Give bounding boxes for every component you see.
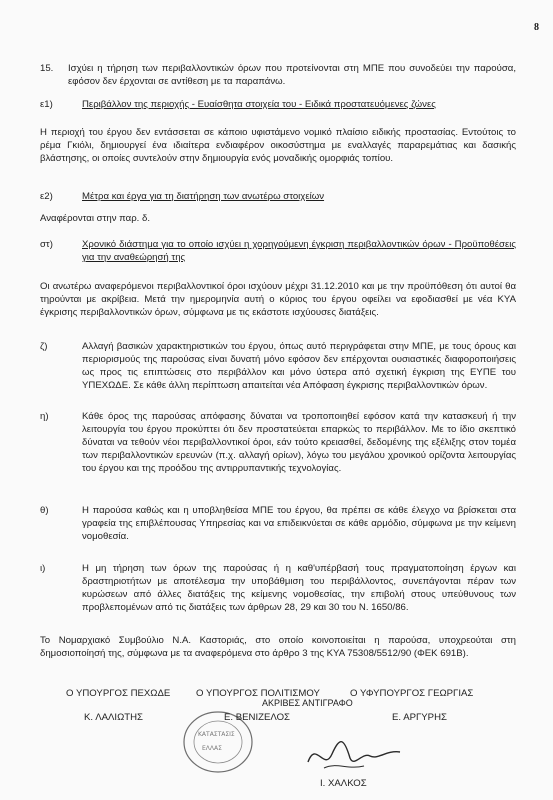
section-z-label: ζ) xyxy=(40,341,48,352)
closing-paragraph: Το Νομαρχιακό Συμβούλιο Ν.Α. Καστοριάς, στο οποίο κοινοποιείται η παρούσα, υποχρεούται στη δημοσιοποίησή της, σύμφωνα με τα αναφερόμενα στο άρθρο 3 της ΚΥΑ 75308/5512/90 (ΦΕΚ 691Β). xyxy=(40,635,516,659)
section-e2-title: Μέτρα και έργα για τη διατήρηση των ανωτέρω στοιχείων xyxy=(82,191,325,202)
section-e2-label: ε2) xyxy=(40,191,53,202)
section-e2-heading xyxy=(40,190,516,203)
signature-role-2: Ο ΥΠΟΥΡΓΟΣ ΠΟΛΙΤΙΣΜΟΥ xyxy=(196,688,320,699)
svg-text:ΚΑΤΑΣΤΑΣΙΣ: ΚΑΤΑΣΤΑΣΙΣ xyxy=(198,731,235,738)
item-15-label: 15. xyxy=(40,63,54,74)
section-z-text: Αλλαγή βασικών χαρακτηριστικών του έργου, όπως αυτό περιγράφεται στην ΜΠΕ, με τους όρους και περιορισμούς της παρούσας είναι δυνατή μόνο εφόσον δεν επέρχονται ουσιαστικές διαφοροποιήσεις ως προς τις επιπτώσεις στο περιβάλλον και μόνο ύστερα από σχετική έγκριση της ΕΥΠΕ του ΥΠΕΧΩΔΕ. Σε κάθε άλλη περίπτωση απαιτείται νέα Απόφαση έγκρισης περιβαλλοντικών όρων. xyxy=(82,341,516,391)
item-15 xyxy=(40,62,516,88)
section-st-title: Χρονικό διάστημα για το οποίο ισχύει η χορηγούμενη έγκριση περιβαλλοντικών όρων - Προϋποθέσεις για την αναθεώρησή της xyxy=(82,239,516,263)
section-e1-heading xyxy=(40,98,516,111)
section-e1-title: Περιβάλλον της περιοχής - Ευαίσθητα στοιχεία του - Ειδικά προστατευόμενες ζώνες xyxy=(82,99,436,110)
section-st-label: στ) xyxy=(40,239,53,250)
section-e2-paragraph: Αναφέρονται στην παρ. δ. xyxy=(40,213,150,224)
section-z xyxy=(40,340,516,392)
section-eta-text: Κάθε όρος της παρούσας απόφασης δύναται να τροποποιηθεί εφόσον κατά την κατασκευή ή την λειτουργία του έργου προκύπτει ότι δεν προστατεύεται επαρκώς το περιβάλλον. Με το ίδιο σκεπτικό δύναται να τεθούν νέοι περιβαλλοντικοί όροι, εάν τούτο κρειασθεί, δεδομένης της εξέλιξης στον τομέα των περιβαλλοντικών ερευνών (π.χ. αλλαγή ορίων), λόγω του μεγάλου χρονικού ορίζοντα λειτουργίας του έργου και της προόδου της αντιρρυπαντικής τεχνολογίας. xyxy=(82,411,516,474)
signature-name-3: Ε. ΑΡΓΥΡΗΣ xyxy=(392,712,447,723)
section-st-paragraph: Οι ανωτέρω αναφερόμενοι περιβαλλοντικοί όροι ισχύουν μέχρι 31.12.2010 και με την προϋπόθεση ότι αυτοί θα τηρούνται με ακρίβεια. Μετά την ημερομηνία αυτή ο κύριος του έργου οφείλει να εφοδιασθεί με νέα ΚΥΑ έγκρισης περιβαλλοντικών όρων, σύμφωνα με τις εκάστοτε ισχύουσες διατάξεις. xyxy=(40,281,516,318)
section-iota-label: ι) xyxy=(40,563,46,574)
signature-name-2: Ε. ΒΕΝΙΖΕΛΟΣ xyxy=(224,712,290,723)
section-iota-text: Η μη τήρηση των όρων της παρούσας ή η καθ'υπέρβασή τους πραγματοποίηση έργων και δραστηριοτήτων με αποτέλεσμα την υποβάθμιση του περιβάλλοντος, συνεπάγονται πέραν των κυρώσεων από άλλες διατάξεις της κείμενης νομοθεσίας, την επιβολή στους υπεύθυνους των προβλεπομένων από τις διατάξεις των άρθρων 28, 29 και 30 του Ν. 1650/86. xyxy=(82,563,516,613)
section-eta xyxy=(40,410,516,475)
section-theta-text: Η παρούσα καθώς και η υποβληθείσα ΜΠΕ του έργου, θα πρέπει σε κάθε έλεγχο να βρίσκεται στα γραφεία της επιβλέπουσας Υπηρεσίας και να επιδεικνύεται σε κάθε αρμόδιο, σύμφωνα με την κείμενη νομοθεσία. xyxy=(82,505,516,542)
section-e1-paragraph: Η περιοχή του έργου δεν εντάσσεται σε κάποιο υφιστάμενο νομικό πλαίσιο ειδικής προστασίας. Εντούτοις το ρέμα Γκιόλι, δημιουργεί ένα ιδιαίτερα ενδιαφέρον οικοσύστημα με εναλλαγές παραρεμάτιας και δασικής βλάστησης, οι οποίες συντελούν στην δημιουργία ενός μοναδικής ομορφιάς τοπίου. xyxy=(40,127,516,164)
section-iota xyxy=(40,562,516,614)
section-st-heading xyxy=(40,238,516,264)
svg-text:ΕΛΛΑΣ: ΕΛΛΑΣ xyxy=(202,745,222,752)
certified-copy-label: ΑΚΡΙΒΕΣ ΑΝΤΙΓΡΑΦΟ xyxy=(262,698,353,708)
signature-role-3: Ο ΥΦΥΠΟΥΡΓΟΣ ΓΕΩΡΓΙΑΣ xyxy=(350,688,474,699)
section-theta xyxy=(40,504,516,543)
signature-role-1: Ο ΥΠΟΥΡΓΟΣ ΠΕΧΩΔΕ xyxy=(66,688,171,699)
item-15-text: Ισχύει η τήρηση των περιβαλλοντικών όρων που προτείνονται στη ΜΠΕ που συνοδεύει την παρούσα, εφόσον δεν έρχονται σε αντίθεση με τα παραπάνω. xyxy=(68,63,516,87)
signature-name-1: Κ. ΛΑΛΙΩΤΗΣ xyxy=(84,712,143,723)
page-number: 8 xyxy=(534,22,539,33)
section-e1-label: ε1) xyxy=(40,99,53,110)
section-theta-label: θ) xyxy=(40,505,49,516)
certifier-name: Ι. ΧΑΛΚΟΣ xyxy=(320,778,367,789)
section-eta-label: η) xyxy=(40,411,49,422)
handwritten-signature xyxy=(304,732,404,776)
